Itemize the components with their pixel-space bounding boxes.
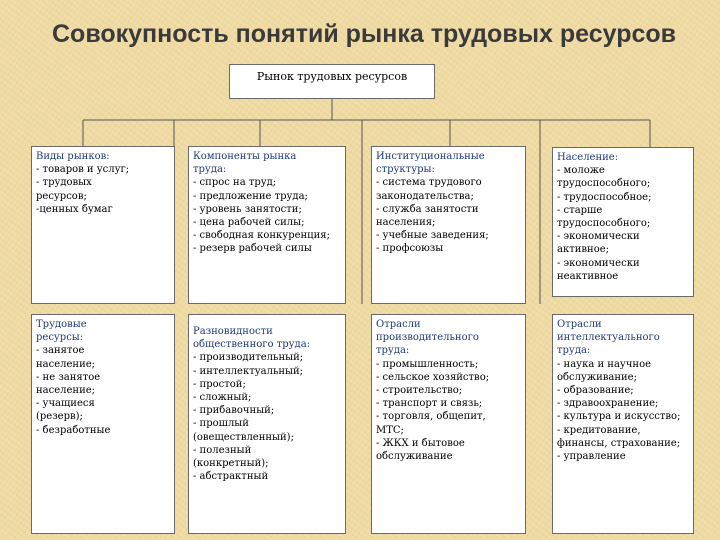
- box-productive-labor-sectors: [371, 314, 526, 534]
- box-item: - кредитование,: [557, 424, 641, 436]
- box-heading-line: структуры:: [376, 164, 435, 176]
- page-title: Совокупность понятий рынка трудовых ресурсов: [52, 20, 677, 48]
- box-item: - промышленность;: [376, 358, 479, 370]
- box-item: - прошлый: [193, 418, 249, 430]
- box-item: - занятое: [36, 345, 85, 357]
- box-item: - ЖКХ и бытовое: [376, 437, 465, 449]
- box-item: - производительный;: [193, 352, 304, 364]
- box-labor-market-components: [188, 146, 346, 304]
- box-heading-line: Население:: [557, 152, 619, 163]
- box-item: обслуживание: [376, 451, 453, 463]
- box-item: - простой;: [193, 378, 246, 390]
- box-item: - экономически: [557, 231, 640, 243]
- box-heading-line: интеллектуального: [557, 332, 660, 344]
- box-item: - предложение труда;: [193, 190, 308, 202]
- box-item: обслуживание;: [557, 371, 637, 383]
- box-item: трудоспособного;: [557, 218, 651, 230]
- box-intellectual-labor-sectors: [552, 314, 694, 534]
- box-item: - система трудового: [376, 177, 482, 189]
- box-item: - образование;: [557, 385, 634, 397]
- box-item: - профсоюзы: [376, 243, 444, 255]
- box-item: население;: [36, 358, 96, 370]
- box-item: - здравоохранение;: [557, 398, 659, 410]
- box-item: - безработные: [36, 424, 111, 436]
- box-heading-line: труда:: [193, 164, 227, 176]
- box-heading-line: Трудовые: [36, 319, 87, 330]
- box-heading-line: производительного: [376, 332, 479, 344]
- box-item: трудоспособного;: [557, 178, 651, 190]
- box-item: - интеллектуальный;: [193, 365, 304, 377]
- box-item: законодательства;: [376, 190, 474, 202]
- box-labor-resources: [31, 314, 175, 534]
- box-item: - прибавочный;: [193, 405, 275, 417]
- box-item: - учащиеся: [36, 398, 95, 410]
- box-item: - резерв рабочей силы: [193, 243, 312, 255]
- box-heading-line: Отрасли: [376, 319, 421, 330]
- box-item: населения;: [376, 217, 436, 229]
- box-item: - не занятое: [36, 371, 101, 383]
- box-heading-line: ресурсы:: [36, 332, 84, 344]
- box-item: - спрос на труд;: [193, 177, 277, 189]
- box-item: - старше: [557, 204, 603, 216]
- box-item: - товаров и услуг;: [36, 164, 130, 176]
- box-item: - управление: [557, 451, 626, 463]
- box-item: - сельское хозяйство;: [376, 371, 490, 383]
- box-item: - трудовых: [36, 177, 92, 189]
- box-item: (резерв);: [36, 411, 83, 423]
- box-item: неактивное: [557, 270, 619, 282]
- box-item: - уровень занятости;: [193, 203, 302, 215]
- box-item: - цена рабочей силы;: [193, 217, 305, 229]
- box-heading-line: Виды рынков:: [36, 151, 110, 162]
- box-item: (конкретный);: [193, 458, 269, 470]
- box-item: (овеществленный);: [193, 431, 294, 443]
- box-item: население;: [36, 385, 96, 397]
- box-item: финансы, страхование;: [557, 437, 681, 449]
- box-item: - строительство;: [376, 385, 463, 397]
- box-item: МТС;: [376, 424, 404, 436]
- box-item: ресурсов;: [36, 190, 87, 202]
- box-heading-line: общественного труда:: [193, 339, 311, 351]
- box-population: [552, 147, 694, 297]
- box-market-types: [31, 146, 175, 304]
- box-item: - служба занятости: [376, 203, 479, 215]
- box-item: - наука и научное: [557, 358, 652, 370]
- box-heading-line: Компоненты рынка: [193, 151, 297, 162]
- box-heading-line: Отрасли: [557, 319, 602, 330]
- box-item: - моложе: [557, 165, 605, 177]
- box-item: - свободная конкуренция;: [193, 230, 330, 242]
- box-heading-line: труда:: [557, 345, 591, 357]
- box-item: - полезный: [193, 444, 252, 456]
- box-item: - транспорт и связь;: [376, 398, 483, 410]
- box-item: - учебные заведения;: [376, 230, 489, 242]
- box-item: - сложный;: [193, 392, 252, 404]
- box-item: - трудоспособное;: [557, 191, 652, 203]
- box-heading-line: труда:: [376, 345, 410, 357]
- box-item: активное;: [557, 244, 610, 256]
- box-social-labor-types: [188, 314, 346, 534]
- box-heading-line: Институциональные: [376, 151, 485, 162]
- root-box: Рынок трудовых ресурсов: [229, 64, 435, 99]
- box-item: - торговля, общепит,: [376, 411, 486, 423]
- box-item: -ценных бумаг: [36, 203, 113, 215]
- box-heading-line: Разновидности: [193, 326, 273, 337]
- box-item: - экономически: [557, 257, 640, 269]
- box-institutional-structures: [371, 146, 526, 304]
- box-item: - абстрактный: [193, 471, 269, 483]
- box-item: - культура и искусство;: [557, 411, 681, 423]
